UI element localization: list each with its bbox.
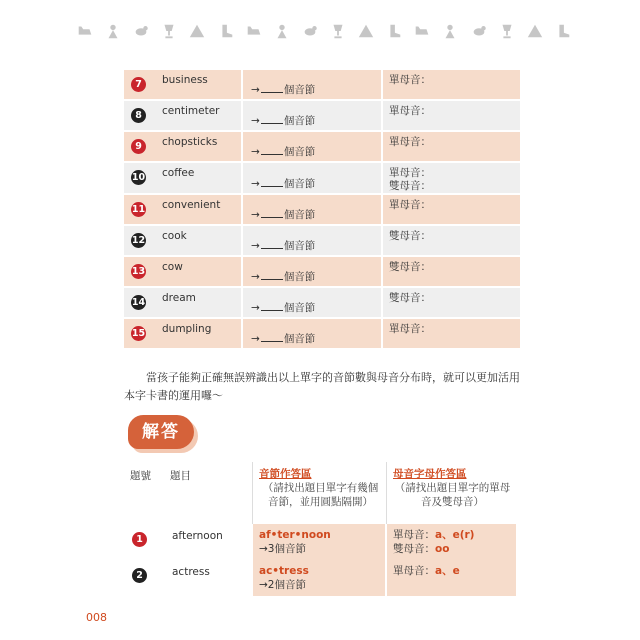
answer-row xyxy=(124,524,516,560)
answer-table-wrapper xyxy=(124,462,516,596)
hat-icon xyxy=(413,22,431,40)
exercise-row xyxy=(124,70,520,101)
syllable-cell xyxy=(243,195,383,226)
answer-number-badge: 1 xyxy=(132,532,147,547)
syllable-cell xyxy=(243,132,383,163)
row-number-badge: 8 xyxy=(131,108,146,123)
syllable-prompt xyxy=(251,176,315,191)
syllable-cell xyxy=(243,319,383,350)
decorative-icon-strip xyxy=(76,18,572,44)
vowel-cell xyxy=(383,101,520,132)
vowel-cell xyxy=(383,132,520,163)
answer-table xyxy=(124,462,516,596)
boot-icon xyxy=(217,22,235,40)
arrow-text: → xyxy=(251,209,260,221)
vowel-prompt: 單母音： xyxy=(389,105,431,117)
syllable-prompt xyxy=(251,113,315,128)
exercise-row xyxy=(124,101,520,132)
header-syllable-title: 音節作答區 xyxy=(259,468,312,480)
word-text: dream xyxy=(162,292,196,304)
vowel-cell xyxy=(383,195,520,226)
bird-icon xyxy=(132,22,150,40)
header-vowel-title: 母音字母作答區 xyxy=(393,468,467,480)
answer-word-cell xyxy=(166,524,253,560)
vowel-cell xyxy=(383,257,520,288)
exercise-row xyxy=(124,132,520,163)
syllable-prompt xyxy=(251,331,315,346)
vowel-prompt: 單母音： xyxy=(389,323,431,335)
arrow-text: → xyxy=(251,84,260,96)
syllable-suffix: 個音節 xyxy=(283,333,316,345)
tent-icon xyxy=(526,22,544,40)
word-text: chopsticks xyxy=(162,136,218,148)
row-number-badge: 7 xyxy=(131,77,146,92)
syllable-prompt xyxy=(251,238,315,253)
arrow-text: → xyxy=(251,333,260,345)
word-text: cook xyxy=(162,230,187,242)
vowel-prompt: 單母音： xyxy=(389,167,431,179)
syllable-blank[interactable] xyxy=(261,248,283,249)
word-cell xyxy=(156,132,243,163)
syllable-prompt xyxy=(251,144,315,159)
row-number-cell xyxy=(124,132,156,163)
row-number-cell xyxy=(124,257,156,288)
answer-syllable-cell xyxy=(253,560,387,596)
vowel-answer-label: 單母音： xyxy=(393,565,435,577)
answer-number-badge: 2 xyxy=(132,568,147,583)
arrow-text: → xyxy=(251,115,260,127)
radio-icon xyxy=(301,22,319,40)
word-text: centimeter xyxy=(162,105,220,117)
boot-icon xyxy=(554,22,572,40)
instruction-paragraph: 當孩子能夠正確無誤辨識出以上單字的音節數與母音分布時，就可以更加活用本字卡書的運用囉～ xyxy=(124,371,520,402)
syllable-cell xyxy=(243,257,383,288)
syllable-prompt xyxy=(251,269,315,284)
syllable-cell xyxy=(243,288,383,319)
row-number-badge: 15 xyxy=(131,328,146,339)
fish-icon xyxy=(329,22,347,40)
answer-header-row xyxy=(124,462,516,524)
vowel-answer-line xyxy=(393,542,516,556)
skate-icon xyxy=(245,22,263,40)
answer-vowel-cell xyxy=(387,524,516,560)
syllable-prompt xyxy=(251,300,315,315)
slippers-icon xyxy=(357,22,375,40)
header-num: 題號 xyxy=(124,462,166,524)
header-syllable-sub: （請找出題目單字有幾個音節，並用圓點隔開） xyxy=(262,482,379,508)
trophy-icon xyxy=(498,22,516,40)
row-number-cell xyxy=(124,319,156,350)
row-number-cell xyxy=(124,101,156,132)
syllable-suffix: 個音節 xyxy=(283,302,316,314)
word-cell xyxy=(156,257,243,288)
trophy-icon xyxy=(160,22,178,40)
row-number-badge: 10 xyxy=(131,172,146,183)
vowel-prompt: 單母音： xyxy=(389,199,431,211)
syllable-count: →3個音節 xyxy=(259,543,306,555)
row-number-cell xyxy=(124,195,156,226)
answer-word-text: afternoon xyxy=(172,530,223,542)
vowel-cell xyxy=(383,319,520,350)
syllable-blank[interactable] xyxy=(261,279,283,280)
answer-badge: 解答 xyxy=(128,415,194,449)
vowel-answer-label: 單母音： xyxy=(393,529,435,541)
syllable-suffix: 個音節 xyxy=(283,240,316,252)
doll-icon xyxy=(104,22,122,40)
vowel-prompt: 單母音： xyxy=(389,136,431,148)
answer-vowel-cell xyxy=(387,560,516,596)
word-cell xyxy=(156,319,243,350)
syllable-suffix: 個音節 xyxy=(283,178,316,190)
answer-row xyxy=(124,560,516,596)
arrow-text: → xyxy=(251,146,260,158)
exercise-table xyxy=(124,70,520,350)
word-cell xyxy=(156,195,243,226)
vowel-answer-line xyxy=(393,528,516,542)
row-number-badge: 11 xyxy=(131,204,146,215)
row-number-badge: 9 xyxy=(131,139,146,154)
word-cell xyxy=(156,226,243,257)
vowel-cell xyxy=(383,226,520,257)
vowel-answer-value: a、e(r) xyxy=(435,529,475,541)
vowel-answer-value: a、e xyxy=(435,565,460,577)
syllable-count: →2個音節 xyxy=(259,579,306,591)
row-number-cell xyxy=(124,163,156,195)
answer-word-cell xyxy=(166,560,253,596)
doll-icon xyxy=(441,22,459,40)
syllable-cell xyxy=(243,70,383,101)
page-number: 008 xyxy=(86,611,107,624)
syllable-cell xyxy=(243,163,383,195)
bird-icon xyxy=(470,22,488,40)
answer-word-text: actress xyxy=(172,566,210,578)
row-number-cell xyxy=(124,288,156,319)
syllable-blank[interactable] xyxy=(261,186,283,187)
shoe-icon xyxy=(76,22,94,40)
syllable-cell xyxy=(243,226,383,257)
tent-icon xyxy=(188,22,206,40)
word-text: business xyxy=(162,74,208,86)
word-text: convenient xyxy=(162,199,221,211)
syllable-blank[interactable] xyxy=(261,154,283,155)
exercise-row xyxy=(124,257,520,288)
arrow-text: → xyxy=(251,302,260,314)
word-cell xyxy=(156,288,243,319)
umbrella-icon xyxy=(385,22,403,40)
answer-number-cell xyxy=(124,560,166,596)
exercise-row xyxy=(124,288,520,319)
vowel-prompt: 雙母音： xyxy=(389,230,431,242)
word-cell xyxy=(156,101,243,132)
exercise-table-wrapper xyxy=(124,70,516,350)
vowel-answer-value: oo xyxy=(435,543,450,555)
syllable-suffix: 個音節 xyxy=(283,115,316,127)
arrow-text: → xyxy=(251,271,260,283)
vowel-prompt: 單母音： xyxy=(389,74,431,86)
header-word: 題目 xyxy=(166,462,253,524)
syllable-suffix: 個音節 xyxy=(283,84,316,96)
syllable-answer: ac•tress xyxy=(259,565,309,577)
row-number-badge: 14 xyxy=(131,297,146,308)
exercise-row xyxy=(124,195,520,226)
vowel-prompt: 雙母音： xyxy=(389,180,431,192)
syllable-prompt xyxy=(251,207,315,222)
row-number-badge: 12 xyxy=(131,235,146,246)
syllable-blank[interactable] xyxy=(261,310,283,311)
syllable-suffix: 個音節 xyxy=(283,271,316,283)
vowel-prompt: 雙母音： xyxy=(389,292,431,304)
vowel-answer-line xyxy=(393,564,516,578)
row-number-badge: 13 xyxy=(131,266,146,277)
syllable-suffix: 個音節 xyxy=(283,146,316,158)
exercise-row xyxy=(124,226,520,257)
row-number-cell xyxy=(124,70,156,101)
syllable-blank[interactable] xyxy=(261,92,283,93)
word-text: cow xyxy=(162,261,183,273)
row-number-cell xyxy=(124,226,156,257)
exercise-row xyxy=(124,319,520,350)
syllable-cell xyxy=(243,101,383,132)
arrow-text: → xyxy=(251,240,260,252)
word-text: coffee xyxy=(162,167,195,179)
vowel-answer-label: 雙母音： xyxy=(393,543,435,555)
bear-icon xyxy=(273,22,291,40)
answer-syllable-cell xyxy=(253,524,387,560)
header-syllable xyxy=(253,462,387,524)
answer-number-cell xyxy=(124,524,166,560)
header-vowel xyxy=(387,462,516,524)
vowel-cell xyxy=(383,163,520,195)
header-vowel-sub: （請找出題目單字的單母音及雙母音） xyxy=(394,482,511,508)
syllable-blank[interactable] xyxy=(261,341,283,342)
vowel-cell xyxy=(383,70,520,101)
syllable-suffix: 個音節 xyxy=(283,209,316,221)
word-text: dumpling xyxy=(162,323,212,335)
vowel-cell xyxy=(383,288,520,319)
vowel-prompt: 雙母音： xyxy=(389,261,431,273)
arrow-text: → xyxy=(251,178,260,190)
syllable-blank[interactable] xyxy=(261,217,283,218)
syllable-prompt xyxy=(251,82,315,97)
syllable-answer: af•ter•noon xyxy=(259,529,331,541)
word-cell xyxy=(156,163,243,195)
syllable-blank[interactable] xyxy=(261,123,283,124)
word-cell xyxy=(156,70,243,101)
exercise-row xyxy=(124,163,520,195)
